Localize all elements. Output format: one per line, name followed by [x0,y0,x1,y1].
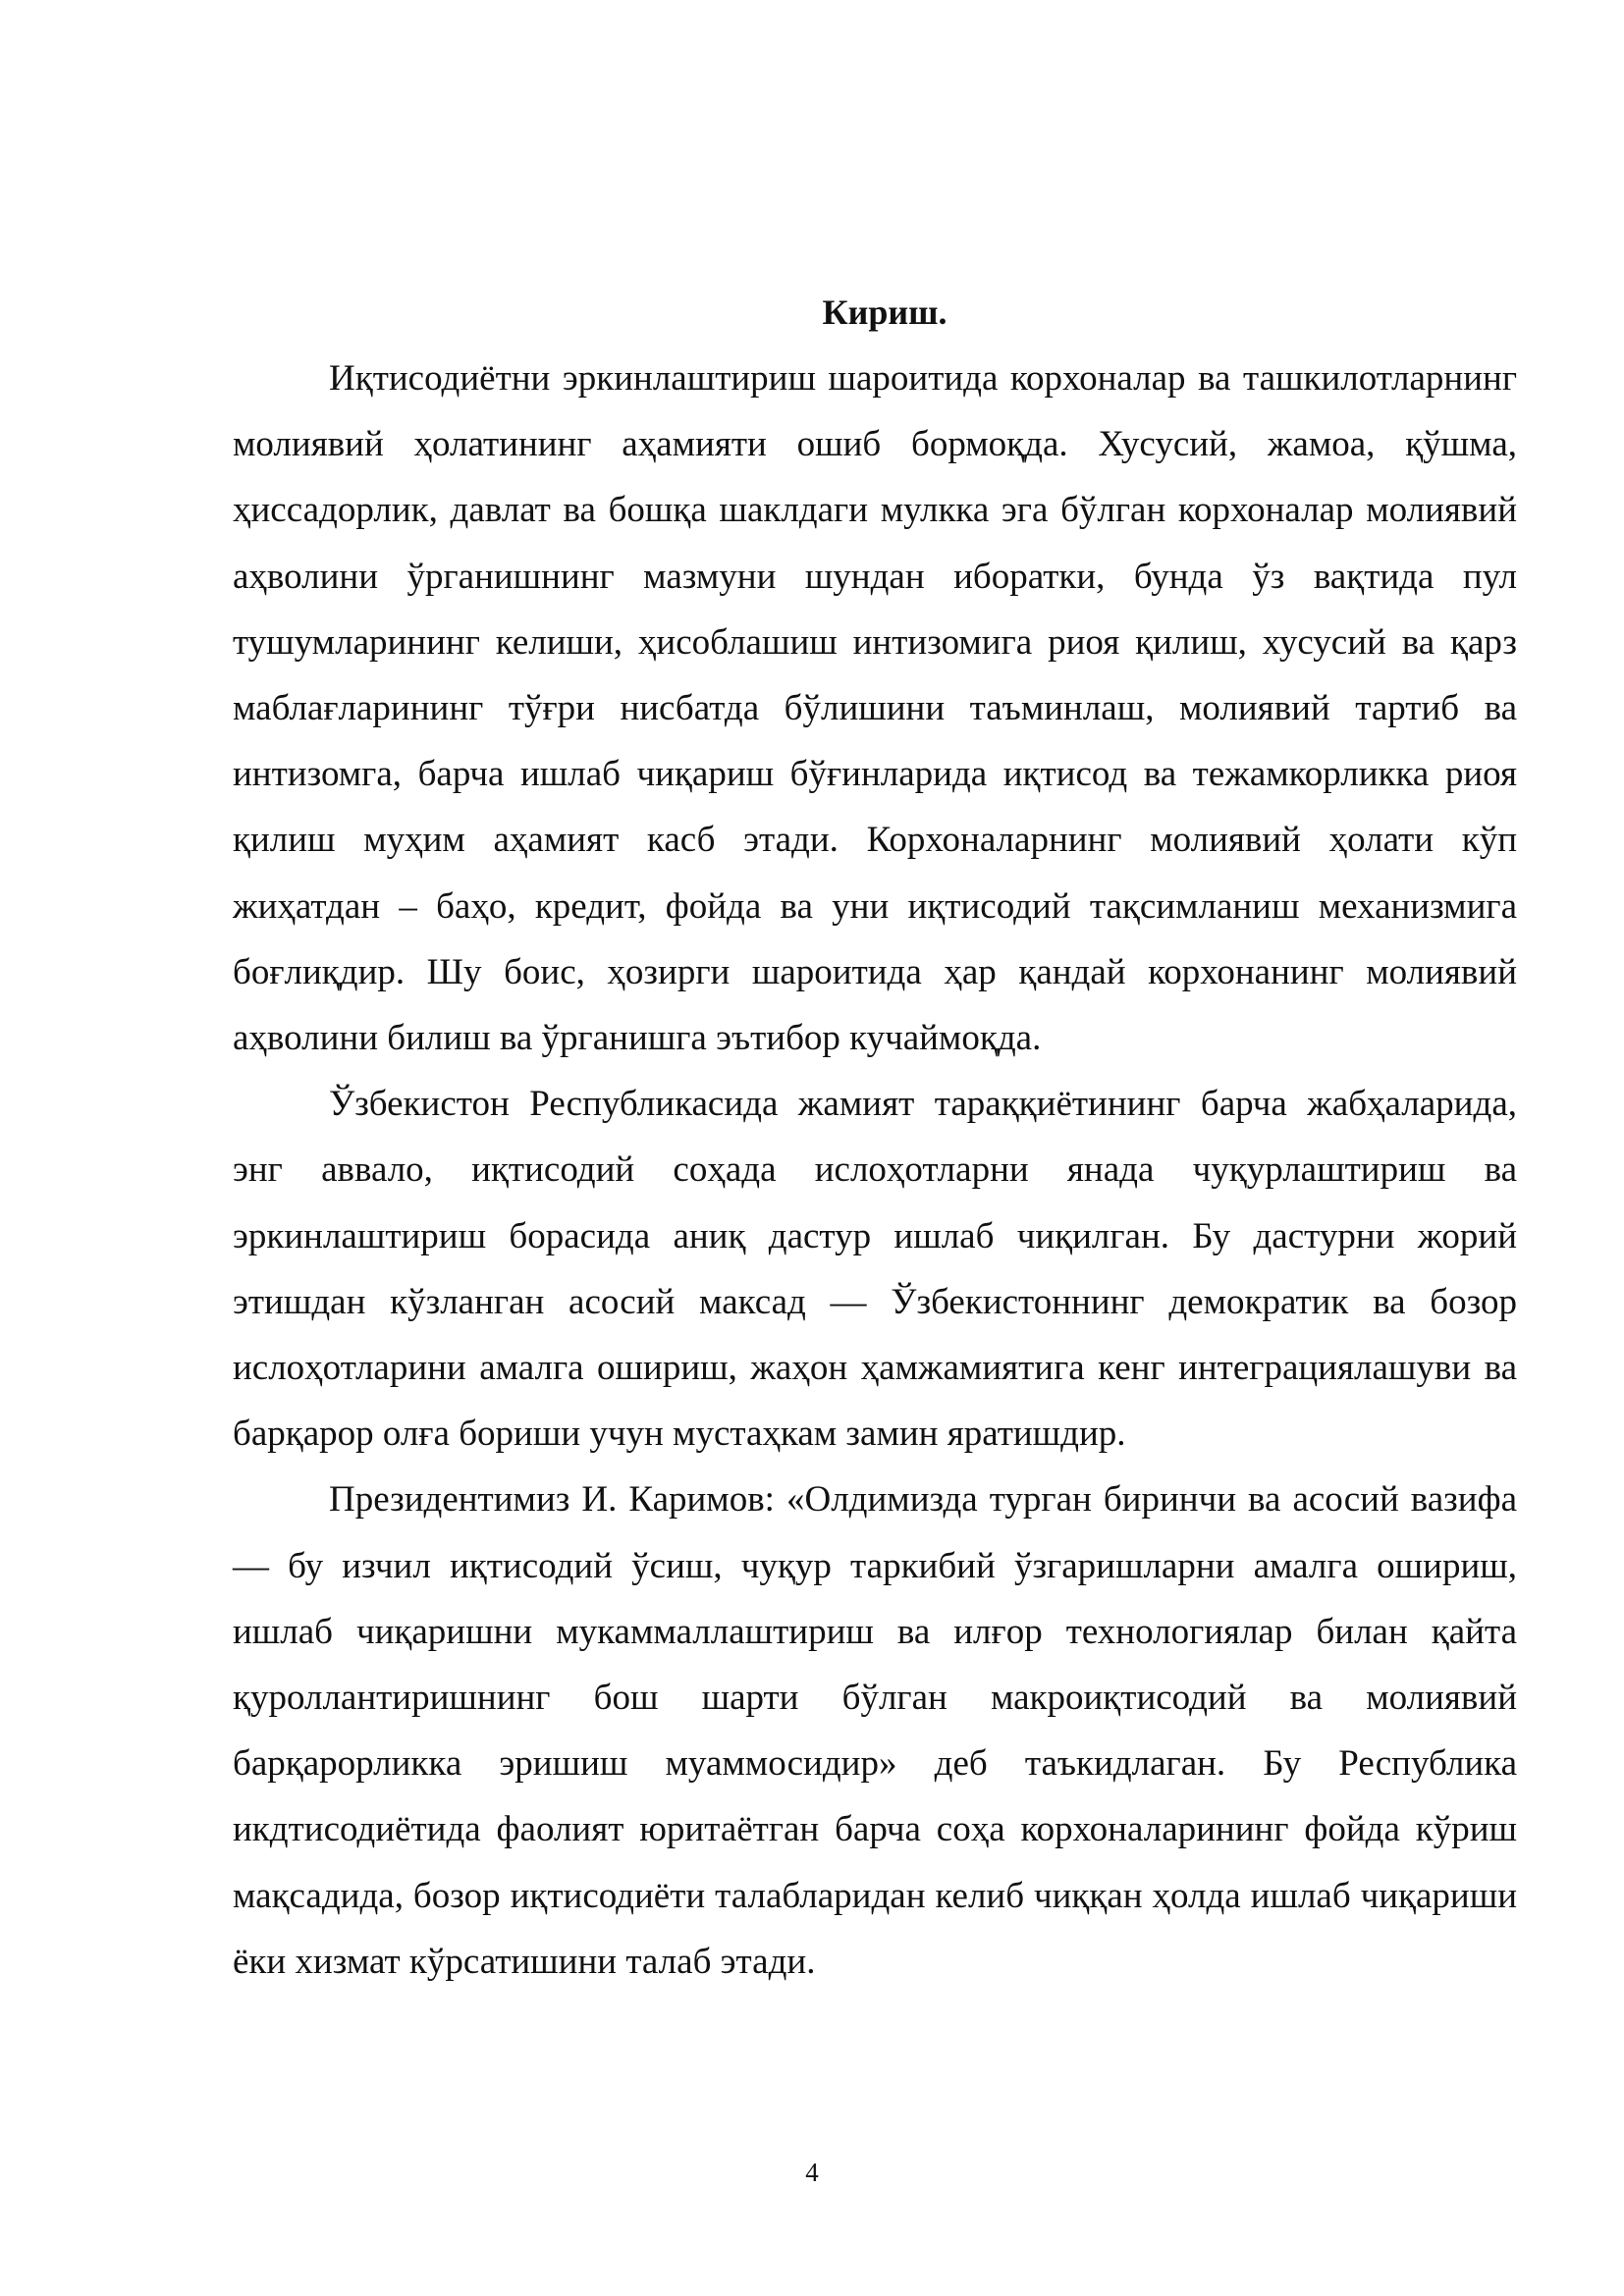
paragraph-president-quote: Президентимиз И. Каримов: «Олдимизда турган биринчи ва асосий вазифа — бу изчил иқтисодий ўсиш, чуқур таркибий ўзгаришларни амалга ошириш, ишлаб чиқаришни мукаммаллаштириш ва илғор технологиялар билан қайта қуроллантиришнинг бош шарти бўлган макроиқтисодий ва молиявий барқарорликка эришиш муаммосидир» деб таъкидлаган. Бу Республика икдтисодиётида фаолият юритаётган барча соҳа корхоналарининг фойда кўриш мақсадида, бозор иқтисодиёти талабларидан келиб чиққан ҳолда ишлаб чиқариши ёки хизмат кўрсатишини талаб этади. [233,1479,1517,1982]
page-title: Кириш. [822,293,947,332]
page-content [233,279,1517,1995]
page-number: 4 [805,2158,819,2187]
paragraph-intro: Иқтисодиётни эркинлаштириш шароитида корхоналар ва ташкилотларнинг молиявий ҳолатининг аҳамияти ошиб бормоқда. Хусусий, жамоа, қўшма, ҳиссадорлик, давлат ва бошқа шаклдаги мулкка эга бўлган корхоналар молиявий аҳволини ўрганишнинг мазмуни шундан иборатки, бунда ўз вақтида пул тушумларининг келиши, ҳисоблашиш интизомига риоя қилиш, хусусий ва қарз маблағларининг тўғри нисбатда бўлишини таъминлаш, молиявий тартиб ва интизомга, барча ишлаб чиқариш бўғинларида иқтисод ва тежамкорликка риоя қилиш муҳим аҳамият касб этади. Корхоналарнинг молиявий ҳолати кўп жиҳатдан – баҳо, кредит, фойда ва уни иқтисодий тақсимланиш механизмига боғлиқдир. Шу боис, ҳозирги шароитида ҳар қандай корхонанинг молиявий аҳволини билиш ва ўрганишга эътибор кучаймоқда. [233,358,1517,1059]
paragraph-reforms: Ўзбекистон Республикасида жамият тараққиётининг барча жабҳаларида, энг аввало, иқтисодий соҳада ислоҳотларни янада чуқурлаштириш ва эркинлаштириш борасида аниқ дастур ишлаб чиқилган. Бу дастурни жорий этишдан кўзланган асосий максад — Ўзбекистоннинг демократик ва бозор ислоҳотларини амалга ошириш, жаҳон ҳамжамиятига кенг интеграциялашуви ва барқарор олға бориши учун мустаҳкам замин яратишдир. [233,1084,1517,1455]
